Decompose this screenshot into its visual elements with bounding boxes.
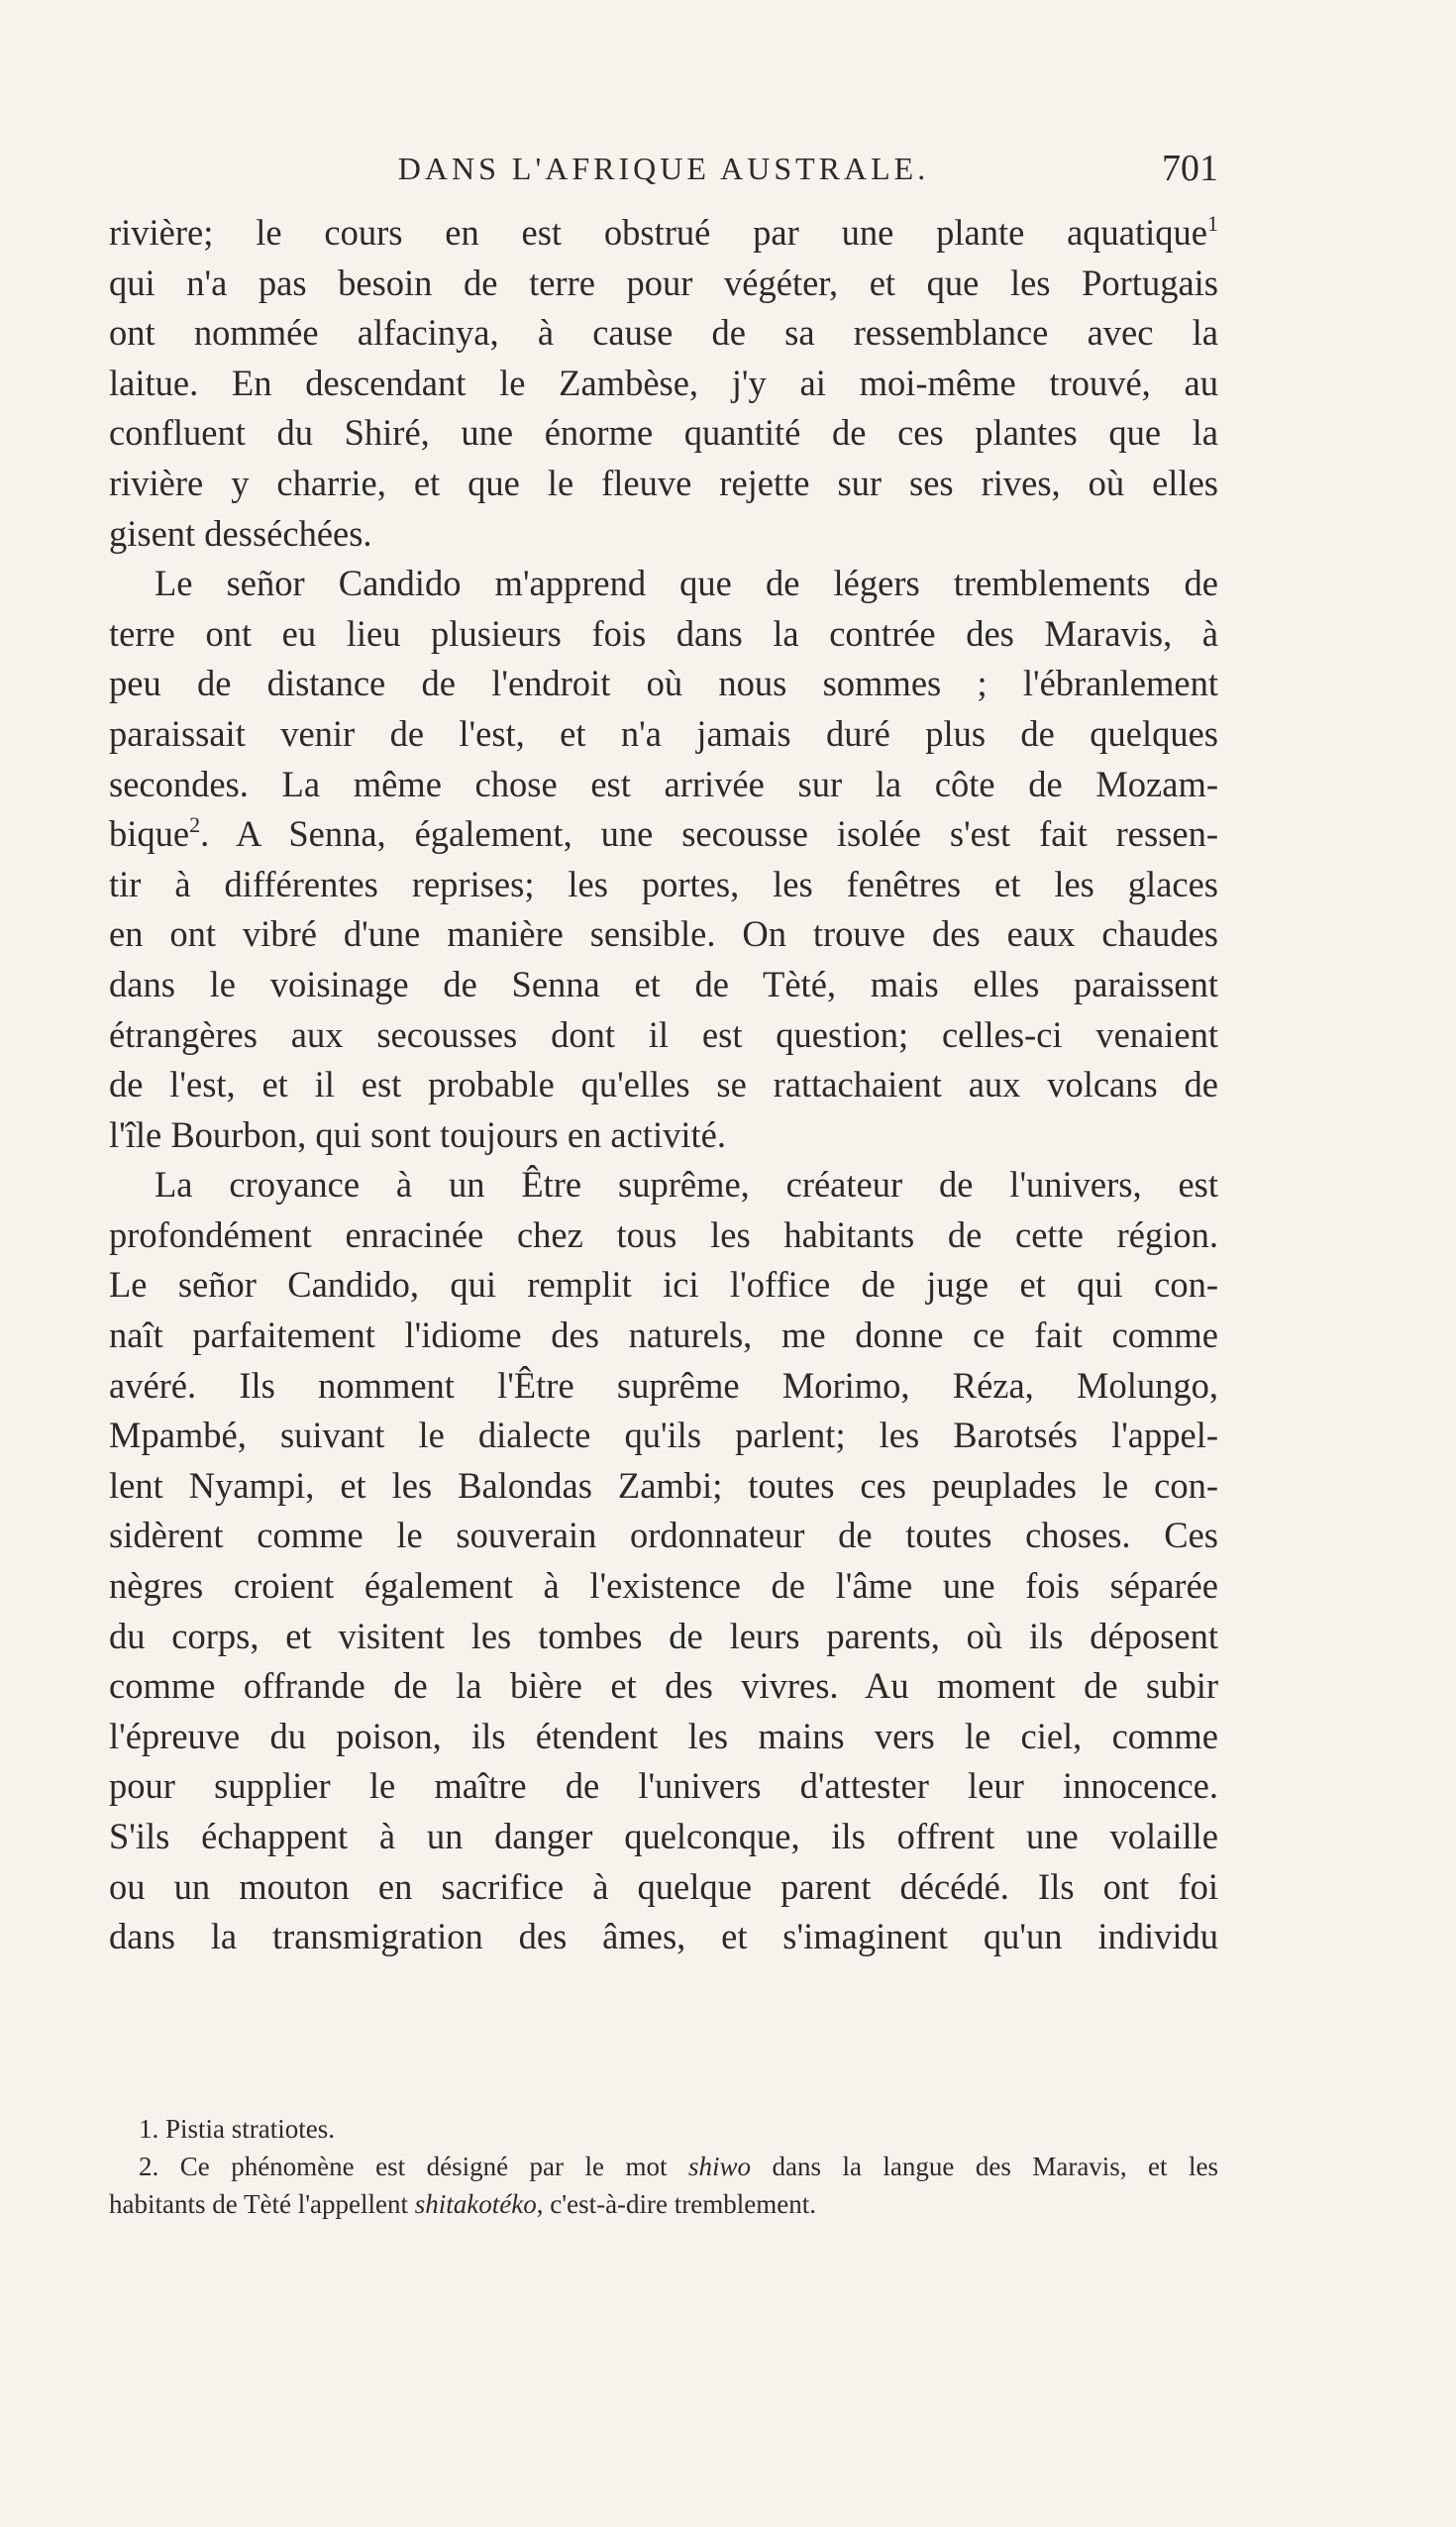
text-line: S'ils échappent à un danger quelconque, ils offrent une volaille (109, 1816, 1218, 1856)
paragraph-1 (109, 208, 1218, 559)
text-line: tir à différentes reprises; les portes, les fenêtres et les glaces (109, 863, 1218, 904)
footnote-2-continued: habitants de Tèté l'appellent shitakotéko, c'est-à-dire tremblement. (109, 2189, 816, 2219)
paragraph-3 (109, 1160, 1218, 1962)
page-header (109, 147, 1218, 196)
text-line: bique$^2$. A Senna, également, une secousse isolée s'est fait ressen- (109, 812, 1218, 855)
term-shiwo: shiwo (687, 2152, 751, 2181)
running-title: DANS L'AFRIQUE AUSTRALE. (397, 151, 930, 186)
footnote-ref-1: 1 (1207, 211, 1218, 236)
text-line: rivière; le cours en est obstrué par une plante aquatique$^1$ (109, 211, 1218, 253)
text-line: avéré. Ils nomment l'Être suprême Morimo, Réza, Molungo, (109, 1364, 1218, 1406)
text-line: l'île Bourbon, qui sont toujours en activité. (109, 1113, 726, 1155)
text-line: lent Nyampi, et les Balondas Zambi; toutes ces peuplades le con- (109, 1464, 1218, 1506)
text-line: étrangères aux secousses dont il est question; celles-ci venaient (109, 1013, 1218, 1055)
text-line: comme offrande de la bière et des vivres. Au moment de subir (109, 1665, 1218, 1707)
text-line: l'épreuve du poison, ils étendent les mains vers le ciel, comme (109, 1715, 1218, 1756)
text-line: dans le voisinage de Senna et de Tèté, mais elles paraissent (109, 963, 1218, 1004)
text-line: confluent du Shiré, une énorme quantité de ces plantes que la (109, 412, 1218, 454)
text-line: qui n'a pas besoin de terre pour végéter, et que les Portugais (109, 262, 1218, 303)
text-line: pour supplier le maître de l'univers d'attester leur innocence. (109, 1765, 1218, 1807)
body-text (109, 208, 1218, 1962)
text-line: ou un mouton en sacrifice à quelque parent décédé. Ils ont foi (109, 1865, 1218, 1907)
text-line: de l'est, et il est probable qu'elles se rattachaient aux volcans de (109, 1064, 1218, 1106)
text-line: terre ont eu lieu plusieurs fois dans la contrée des Maravis, à (109, 612, 1218, 654)
term-shitakoteko: shitakotéko (414, 2189, 537, 2219)
text-line: en ont vibré d'une manière sensible. On trouve des eaux chaudes (109, 913, 1218, 955)
text-line: Le señor Candido, qui remplit ici l'office de juge et qui con- (109, 1264, 1218, 1306)
text-line: gisent desséchées. (109, 512, 372, 554)
text-line: Mpambé, suivant le dialecte qu'ils parlent; les Barotsés l'appel- (109, 1415, 1218, 1456)
text-line: du corps, et visitent les tombes de leurs parents, où ils déposent (109, 1615, 1218, 1656)
text-line: paraissait venir de l'est, et n'a jamais duré plus de quelques (109, 712, 1218, 754)
text-line: ont nommée alfacinya, à cause de sa ressemblance avec la (109, 312, 1218, 354)
page-number: 701 (1162, 148, 1218, 189)
text-line: Le señor Candido m'apprend que de légers tremblements de (155, 563, 1218, 604)
text-line: profondément enracinée chez tous les habitants de cette région. (109, 1213, 1218, 1255)
text-line: peu de distance de l'endroit où nous sommes ; l'ébranlement (109, 663, 1218, 704)
footnotes (109, 2110, 1218, 2223)
text-line: naît parfaitement l'idiome des naturels, me donne ce fait comme (109, 1315, 1218, 1356)
footnote-2: 2. Ce phénomène est désigné par le mot shiwo dans la langue des Maravis, et les (139, 2152, 1218, 2181)
footnote-ref-2: 2 (189, 812, 201, 838)
text-line: sidèrent comme le souverain ordonnateur de toutes choses. Ces (109, 1515, 1218, 1556)
paragraph-2 (109, 559, 1218, 1160)
footnote-1: 1. Pistia stratiotes. (139, 2114, 335, 2144)
text-line: nègres croient également à l'existence de l'âme une fois séparée (109, 1565, 1218, 1607)
text-line: rivière y charrie, et que le fleuve rejette sur ses rives, où elles (109, 462, 1218, 503)
text-line: dans la transmigration des âmes, et s'imaginent qu'un individu (109, 1916, 1218, 1957)
text-line: La croyance à un Être suprême, créateur de l'univers, est (155, 1164, 1218, 1206)
text-line: laitue. En descendant le Zambèse, j'y ai moi-même trouvé, au (109, 362, 1218, 403)
text-line: secondes. La même chose est arrivée sur la côte de Mozam- (109, 763, 1218, 804)
